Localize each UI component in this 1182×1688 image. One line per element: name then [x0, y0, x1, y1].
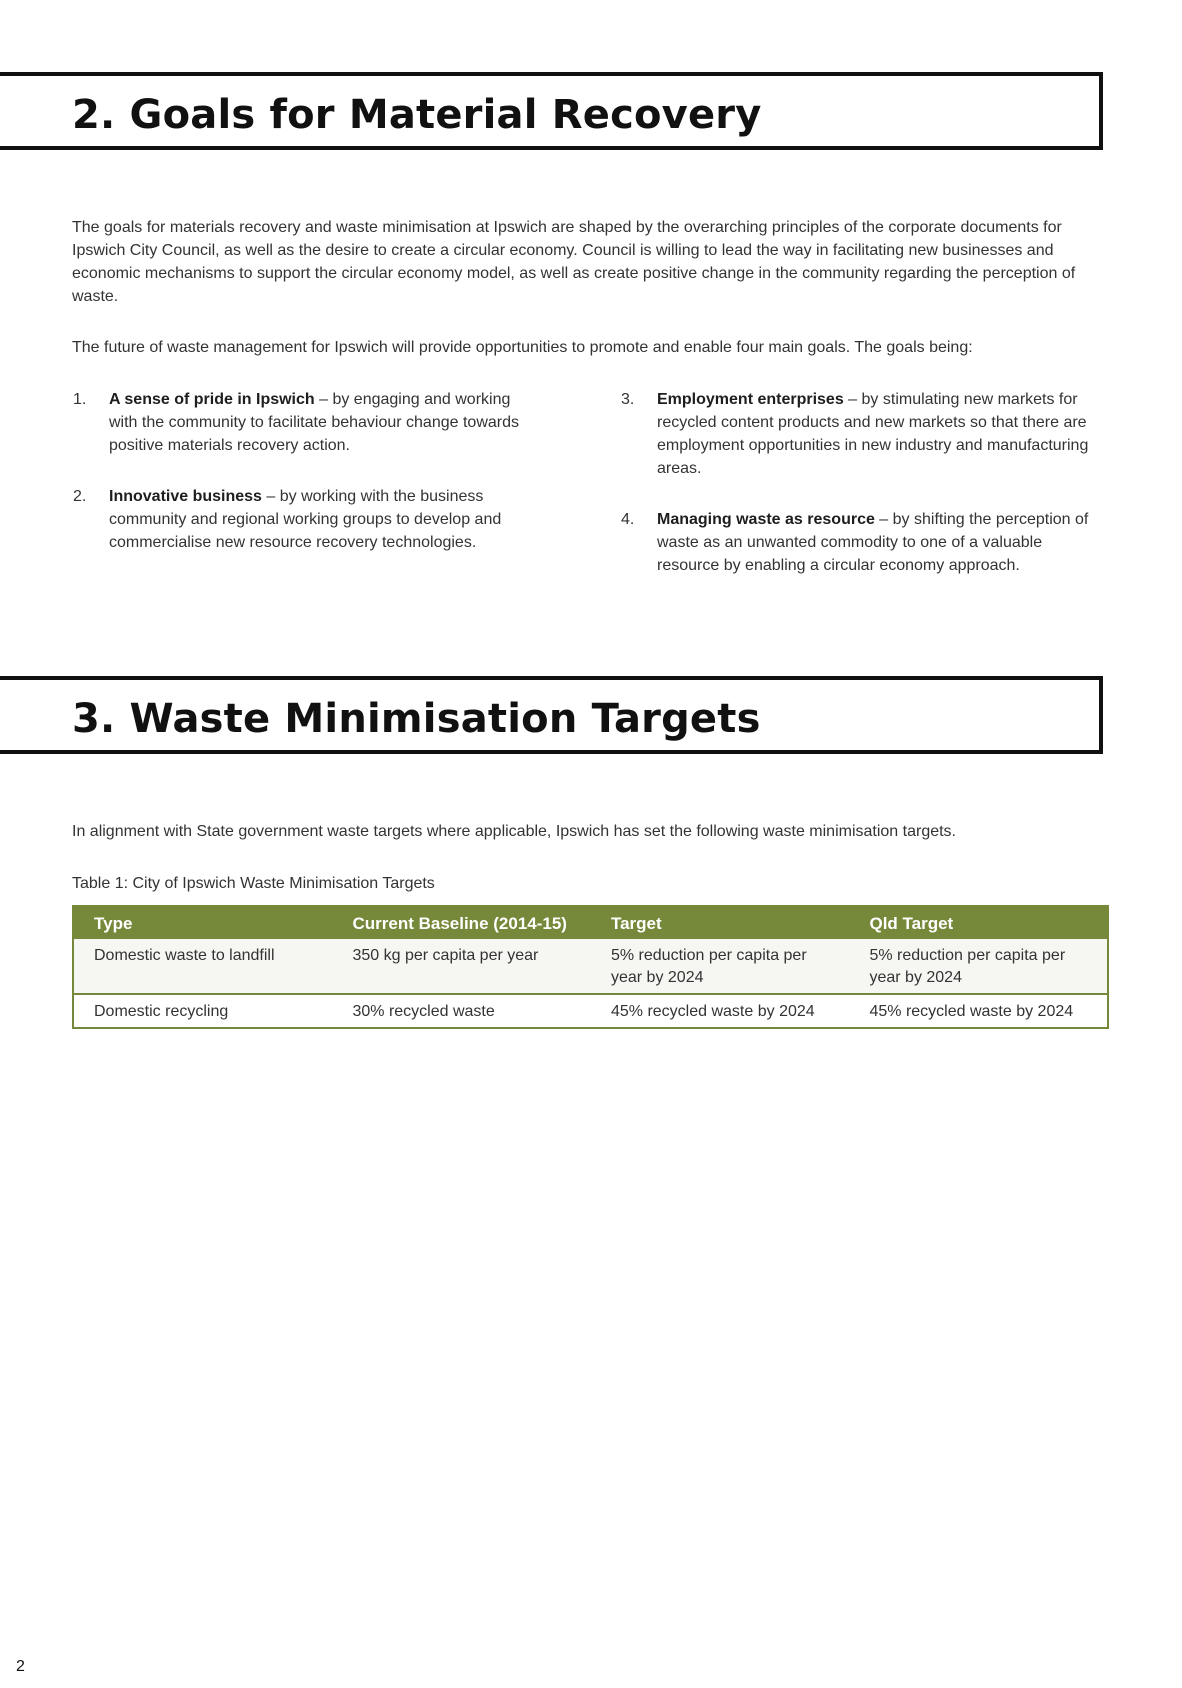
goal-text: – by engaging and working with the community to facilitate behaviour change towards positive materials recovery action. [109, 391, 519, 454]
column-header-type: Type [73, 906, 332, 939]
goal-text: – by working with the business community and regional working groups to develop and commercialise new resource recovery technologies. [109, 488, 502, 551]
goal-text: – by shifting the perception of waste as an unwanted commodity to one of a valuable resource by enabling a circular economy approach. [657, 511, 1089, 574]
targets-paragraph: In alignment with State government waste targets where applicable, Ipswich has set the following waste minimisation targets. [72, 823, 956, 840]
goal-item [73, 485, 543, 554]
goal-number: 2. [73, 488, 87, 505]
page-number: 2 [16, 1658, 25, 1675]
table-caption: Table 1: City of Ipswich Waste Minimisation Targets [72, 875, 435, 892]
column-header-target: Target [591, 906, 849, 939]
goal-body [657, 388, 1091, 480]
section-heading-box [0, 72, 1103, 150]
table-cell: 350 kg per capita per year [332, 939, 591, 994]
goal-title: Employment enterprises [657, 391, 844, 408]
table-header-row [73, 906, 1108, 939]
column-header-baseline: Current Baseline (2014-15) [332, 906, 591, 939]
goal-number: 3. [621, 391, 635, 408]
goal-title: A sense of pride in Ipswich [109, 391, 315, 408]
goal-number: 1. [73, 391, 87, 408]
table-cell: 45% recycled waste by 2024 [591, 994, 849, 1028]
goal-title: Innovative business [109, 488, 262, 505]
goal-body [109, 485, 543, 554]
table-cell: Domestic recycling [73, 994, 332, 1028]
section-title: 3. Waste Minimisation Targets [72, 696, 761, 742]
goal-title: Managing waste as resource [657, 511, 875, 528]
table-cell: 45% recycled waste by 2024 [849, 994, 1108, 1028]
table-cell: 5% reduction per capita per year by 2024 [849, 939, 1108, 994]
section-title: 2. Goals for Material Recovery [72, 92, 762, 138]
section-heading-box [0, 676, 1103, 754]
goal-number: 4. [621, 511, 635, 528]
goal-text: – by stimulating new markets for recycled content products and new markets so that there are employment opportunities in new industry and manufacturing areas. [657, 391, 1089, 477]
table-row [73, 939, 1108, 994]
intro-paragraph: The goals for materials recovery and waste minimisation at Ipswich are shaped by the overarching principles of the corporate documents for Ipswich City Council, as well as the desire to create a circular economy. Council is willing to lead the way in facilitating new businesses and economic mechanisms to support the circular economy model, as well as create positive change in the community regarding the perception of waste. [72, 219, 1076, 305]
targets-table [72, 905, 1109, 1029]
goal-item [73, 388, 543, 457]
table-cell: 5% reduction per capita per year by 2024 [591, 939, 849, 994]
table-cell: 30% recycled waste [332, 994, 591, 1028]
column-header-qld-target: Qld Target [849, 906, 1108, 939]
table-row [73, 994, 1108, 1028]
goal-body [657, 508, 1091, 577]
goal-item [621, 508, 1091, 577]
table-cell: Domestic waste to landfill [73, 939, 332, 994]
goals-lead-paragraph: The future of waste management for Ipswich will provide opportunities to promote and enable four main goals. The goals being: [72, 339, 973, 356]
goal-body [109, 388, 543, 457]
goal-item [621, 388, 1091, 480]
